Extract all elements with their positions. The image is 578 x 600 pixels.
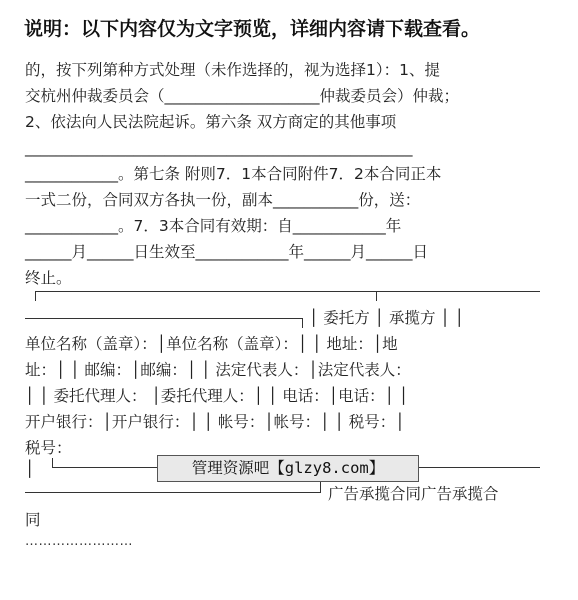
body-line: 2、依法向人民法院起诉。第六条 双方商定的其他事项 xyxy=(25,113,397,131)
table-line: │ xyxy=(25,460,35,478)
table-line: │ 委托方 │ 承揽方 │ │ xyxy=(309,309,464,327)
table-bottom-rule-left xyxy=(52,467,158,468)
watermark-suffix: 】 xyxy=(368,459,385,477)
table-second-rule xyxy=(25,318,303,319)
table-text xyxy=(25,331,545,461)
footer-text xyxy=(25,507,545,533)
body-line: 交杭州仲裁委员会（____________________仲裁委员会）仲裁； xyxy=(25,87,460,105)
footer-line: 同 xyxy=(25,511,41,529)
body-line: 的，按下列第种方式处理（未作选择的，视为选择1）：1、提 xyxy=(25,61,440,79)
table-text xyxy=(309,305,549,331)
body-line: ____________。第七条 附则7．1本合同附件7．2本合同正本 xyxy=(25,165,442,183)
table-line: 开户银行：│开户银行：│ │ 帐号：│帐号：│ │ 税号：│ xyxy=(25,413,405,431)
table-top-rule xyxy=(35,291,540,292)
body-line: ____________。7．3本合同有效期：自____________年 xyxy=(25,217,402,235)
table-bottom-left-tick xyxy=(52,458,53,468)
footer-line: 广告承揽合同广告承揽合 xyxy=(328,485,499,503)
body-line: __________________________________________________ xyxy=(25,139,413,157)
body-line: 一式二份，合同双方各执一份，副本___________份，送： xyxy=(25,191,421,209)
table-final-tick xyxy=(320,482,321,492)
watermark-prefix: 管理资源吧【 xyxy=(191,459,285,477)
preview-notice: 说明：以下内容仅为文字预览，详细内容请下载查看。 xyxy=(24,18,481,40)
table-line: 税号： xyxy=(25,439,72,457)
footer-text xyxy=(328,481,548,507)
contract-body xyxy=(25,57,545,291)
site-watermark xyxy=(157,455,419,482)
table-top-left-tick xyxy=(35,291,36,301)
ellipsis-dots: …………………… xyxy=(25,534,133,549)
table-line: 单位名称（盖章）：│单位名称（盖章）：│ │ 地址：│地 xyxy=(25,335,398,353)
body-line: ______月______日生效至____________年______月______日 xyxy=(25,243,429,261)
table-line: │ │ 委托代理人： │委托代理人：│ │ 电话：│电话：│ │ xyxy=(25,387,409,405)
table-bottom-rule-right xyxy=(418,467,540,468)
table-final-rule xyxy=(25,492,321,493)
table-second-tick xyxy=(302,318,303,328)
watermark-site: glzy8.com xyxy=(284,459,369,477)
table-top-mid-tick xyxy=(376,291,377,301)
body-line: 终止。 xyxy=(25,269,72,287)
table-line: 址：│ │ 邮编：│邮编：│ │ 法定代表人：│法定代表人： xyxy=(25,361,411,379)
